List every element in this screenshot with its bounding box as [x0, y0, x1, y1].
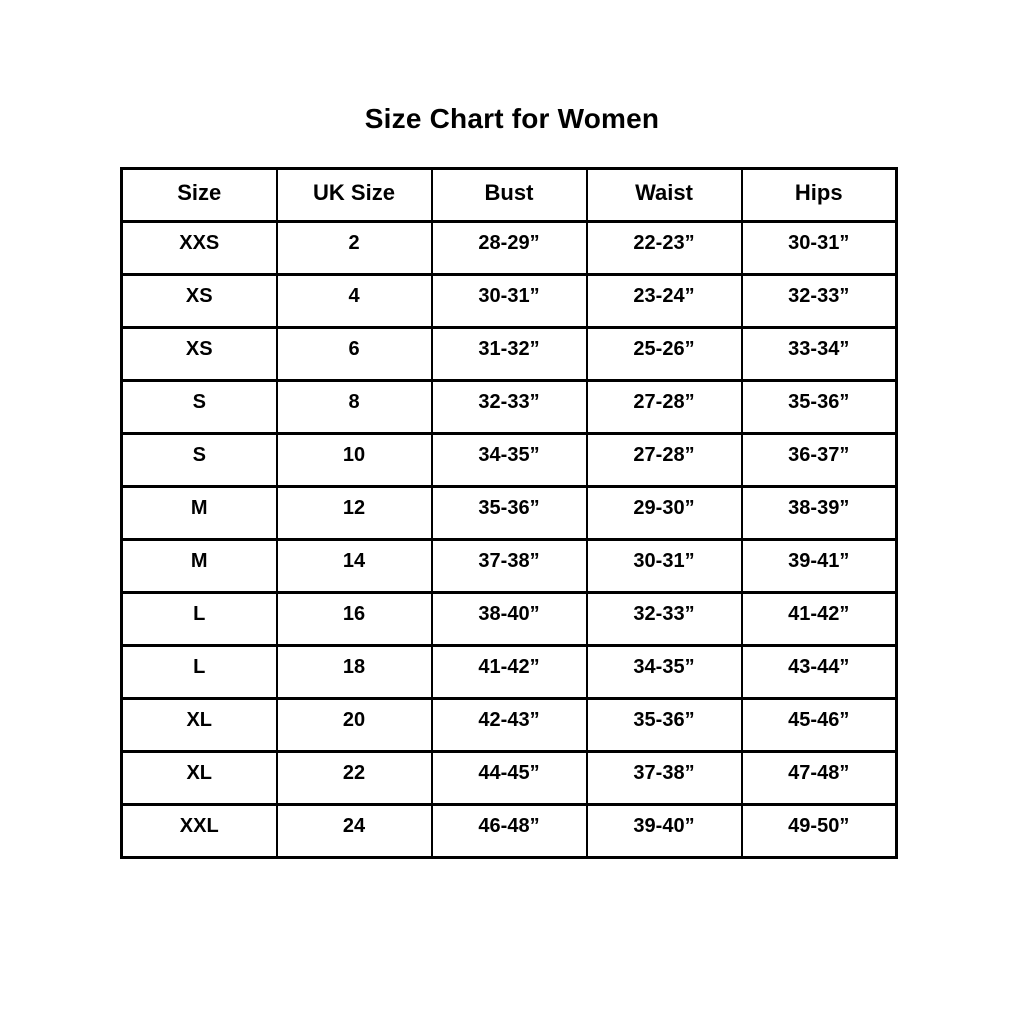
column-header: Hips — [742, 169, 897, 222]
table-cell: 47-48” — [742, 752, 897, 805]
column-header: Waist — [587, 169, 742, 222]
table-cell: 49-50” — [742, 805, 897, 858]
table-cell: L — [122, 593, 277, 646]
table-cell: 10 — [277, 434, 432, 487]
table-cell: M — [122, 487, 277, 540]
table-cell: 14 — [277, 540, 432, 593]
table-row — [122, 275, 897, 328]
table-cell: 30-31” — [587, 540, 742, 593]
table-row — [122, 434, 897, 487]
table-cell: XL — [122, 699, 277, 752]
table-cell: 35-36” — [742, 381, 897, 434]
table-row — [122, 328, 897, 381]
table-cell: 34-35” — [432, 434, 587, 487]
table-row — [122, 699, 897, 752]
table-cell: 6 — [277, 328, 432, 381]
table-cell: 38-40” — [432, 593, 587, 646]
table-cell: 37-38” — [432, 540, 587, 593]
table-cell: 27-28” — [587, 381, 742, 434]
header-row — [122, 169, 897, 222]
table-cell: 46-48” — [432, 805, 587, 858]
table-cell: 30-31” — [742, 222, 897, 275]
table-cell: 35-36” — [432, 487, 587, 540]
table-cell: 44-45” — [432, 752, 587, 805]
page-title: Size Chart for Women — [364, 103, 660, 134]
table-cell: 23-24” — [587, 275, 742, 328]
table-cell: 32-33” — [587, 593, 742, 646]
table-cell: 16 — [277, 593, 432, 646]
table-cell: 8 — [277, 381, 432, 434]
table-row — [122, 805, 897, 858]
table-cell: 12 — [277, 487, 432, 540]
table-cell: XS — [122, 275, 277, 328]
table-row — [122, 487, 897, 540]
table-cell: 41-42” — [742, 593, 897, 646]
table-cell: XS — [122, 328, 277, 381]
table-cell: 31-32” — [432, 328, 587, 381]
table-cell: 43-44” — [742, 646, 897, 699]
table-row — [122, 381, 897, 434]
table-cell: 22-23” — [587, 222, 742, 275]
table-cell: 28-29” — [432, 222, 587, 275]
table-cell: L — [122, 646, 277, 699]
table-cell: 33-34” — [742, 328, 897, 381]
table-cell: 34-35” — [587, 646, 742, 699]
table-cell: 25-26” — [587, 328, 742, 381]
column-header: UK Size — [277, 169, 432, 222]
table-cell: 2 — [277, 222, 432, 275]
table-row — [122, 646, 897, 699]
table-row — [122, 222, 897, 275]
table-cell: 30-31” — [432, 275, 587, 328]
table-cell: 22 — [277, 752, 432, 805]
table-row — [122, 752, 897, 805]
table-cell: M — [122, 540, 277, 593]
table-cell: S — [122, 434, 277, 487]
table-cell: 37-38” — [587, 752, 742, 805]
table-cell: 36-37” — [742, 434, 897, 487]
table-cell: 41-42” — [432, 646, 587, 699]
table-cell: 35-36” — [587, 699, 742, 752]
table-cell: 24 — [277, 805, 432, 858]
table-cell: XXS — [122, 222, 277, 275]
table-cell: 29-30” — [587, 487, 742, 540]
table-cell: 27-28” — [587, 434, 742, 487]
table-cell: 32-33” — [742, 275, 897, 328]
table-cell: 42-43” — [432, 699, 587, 752]
table-cell: 20 — [277, 699, 432, 752]
table-cell: 45-46” — [742, 699, 897, 752]
table-cell: 18 — [277, 646, 432, 699]
table-cell: 32-33” — [432, 381, 587, 434]
size-chart-table — [120, 167, 898, 859]
table-cell: 39-41” — [742, 540, 897, 593]
table-body — [122, 222, 897, 858]
table-cell: 4 — [277, 275, 432, 328]
table-head — [122, 169, 897, 222]
table-cell: 39-40” — [587, 805, 742, 858]
column-header: Bust — [432, 169, 587, 222]
table-cell: XXL — [122, 805, 277, 858]
table-row — [122, 540, 897, 593]
table-cell: S — [122, 381, 277, 434]
table-cell: 38-39” — [742, 487, 897, 540]
column-header: Size — [122, 169, 277, 222]
table-row — [122, 593, 897, 646]
table-cell: XL — [122, 752, 277, 805]
